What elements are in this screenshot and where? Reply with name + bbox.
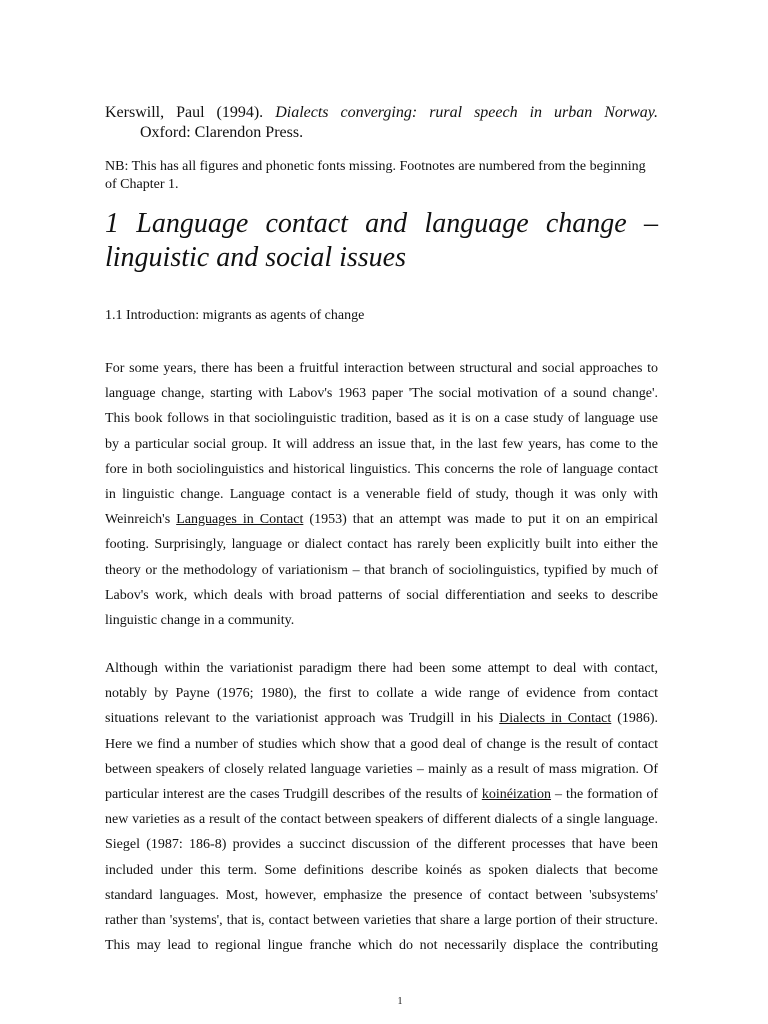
paragraph-line: included under this term. Some definitions describe koinés as spoken dialects that become [105, 862, 658, 878]
paragraph-line: in linguistic change. Language contact is a venerable field of study, though it was only with [105, 487, 658, 503]
editorial-note: NB: This has all figures and phonetic fonts missing. Footnotes are numbered from the beginning of Chapter 1. [105, 159, 646, 192]
paragraph-line [105, 507, 658, 532]
page-number: 1 [397, 996, 403, 1007]
text-run: (1986). [617, 711, 659, 727]
text-run: particular interest are the cases Trudgill describes of the results of [105, 787, 478, 803]
paragraph-line: Siegel (1987: 186-8) provides a succinct discussion of the different processes that have been [105, 837, 658, 853]
body-paragraph-2 [105, 656, 658, 958]
paragraph-line: Although within the variationist paradigm there had been some attempt to deal with contact, [105, 661, 658, 676]
paragraph-line [105, 782, 658, 807]
chapter-title-line-1: 1 Language contact and language change – [105, 208, 658, 239]
paragraph-line: footing. Surprisingly, language or dialect contact has rarely been explicitly built into either the [105, 537, 658, 553]
section-heading: 1.1 Introduction: migrants as agents of change [105, 308, 365, 323]
citation-author-year: Kerswill, Paul (1994). [105, 104, 264, 121]
paragraph-line: standard languages. Most, however, emphasize the presence of contact between 'subsystems' [105, 887, 658, 903]
paragraph-line: Here we find a number of studies which show that a good deal of change is the result of contact [105, 736, 658, 752]
paragraph-line: fore in both sociolinguistics and historical linguistics. This concerns the role of language contact [105, 461, 658, 477]
paragraph-line [105, 706, 658, 731]
paragraph-line: This book follows in that sociolinguistic tradition, based as it is on a case study of language use [105, 411, 658, 427]
paragraph-line: rather than 'systems', that is, contact between varieties that share a large portion of their structure. [105, 913, 658, 929]
body-paragraph-1 [105, 356, 658, 633]
document-page [105, 0, 658, 1024]
chapter-title-line-2: linguistic and social issues [105, 242, 406, 273]
bibliographic-citation [105, 103, 658, 143]
paragraph-line: linguistic change in a community. [105, 613, 295, 629]
paragraph-line: language change, starting with Labov's 1963 paper 'The social motivation of a sound change'. [105, 386, 658, 402]
citation-title: Dialects converging: rural speech in urban Norway. [275, 104, 659, 121]
text-run: (1953) that an attempt was made to put it on an empirical [309, 512, 659, 528]
paragraph-line: Labov's work, which deals with broad patterns of social differentiation and seeks to describe [105, 587, 658, 603]
paragraph-line: theory or the methodology of variationism – that branch of sociolinguistics, typified by much of [105, 562, 658, 578]
underlined-term: koinéization [481, 787, 552, 803]
citation-publisher: Oxford: Clarendon Press. [140, 124, 304, 141]
underlined-book-title: Languages in Contact [176, 512, 304, 528]
text-run: situations relevant to the variationist approach was Trudgill in his [105, 711, 494, 727]
paragraph-line: This may lead to regional lingue franche which do not necessarily displace the contributing [105, 938, 658, 954]
text-run: Weinreich's [105, 512, 171, 528]
text-run: – the formation of [555, 787, 659, 803]
paragraph-line: For some years, there has been a fruitful interaction between structural and social approaches to [105, 361, 658, 376]
paragraph-line: new varieties as a result of the contact between speakers of different dialects of a single language. [105, 812, 658, 828]
chapter-title [105, 207, 658, 275]
paragraph-line: by a particular social group. It will address an issue that, in the last few years, has come to the [105, 436, 658, 452]
paragraph-line: notably by Payne (1976; 1980), the first to collate a wide range of evidence from contact [105, 686, 658, 702]
underlined-book-title: Dialects in Contact [499, 711, 612, 727]
paragraph-line: between speakers of closely related language varieties – mainly as a result of mass migration. Of [105, 761, 658, 777]
